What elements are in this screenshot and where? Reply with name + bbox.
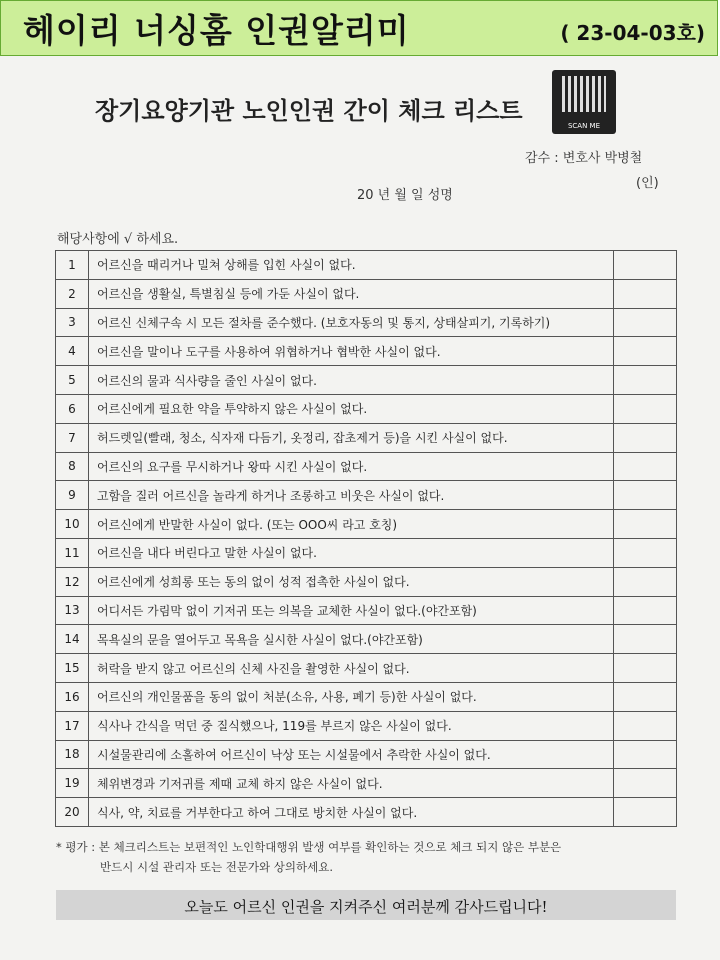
- item-text: 어디서든 가림막 없이 기저귀 또는 의복을 교체한 사실이 없다.(야간포함): [89, 596, 614, 625]
- item-number: 4: [56, 337, 89, 366]
- item-number: 16: [56, 682, 89, 711]
- item-number: 5: [56, 366, 89, 395]
- checklist-row: [56, 481, 677, 510]
- item-text: 허드렛일(빨래, 청소, 식자재 다듬기, 옷정리, 잡초제거 등)을 시킨 사실이 없다.: [89, 423, 614, 452]
- item-text: 식사나 간식을 먹던 중 질식했으나, 119를 부르지 않은 사실이 없다.: [89, 711, 614, 740]
- qr-label: SCAN ME: [567, 122, 601, 130]
- evaluation-note: [56, 837, 676, 877]
- check-box[interactable]: [614, 251, 677, 280]
- item-text: 어르신의 요구를 무시하거나 왕따 시킨 사실이 없다.: [89, 452, 614, 481]
- checklist-row: [56, 798, 677, 827]
- check-box[interactable]: [614, 625, 677, 654]
- item-number: 15: [56, 654, 89, 683]
- item-number: 9: [56, 481, 89, 510]
- check-box[interactable]: [614, 711, 677, 740]
- item-text: 시설물관리에 소홀하여 어르신이 낙상 또는 시설물에서 추락한 사실이 없다.: [89, 740, 614, 769]
- item-text: 어르신의 물과 식사량을 줄인 사실이 없다.: [89, 366, 614, 395]
- item-number: 18: [56, 740, 89, 769]
- seal-mark: (인): [636, 176, 659, 191]
- item-number: 2: [56, 279, 89, 308]
- check-box[interactable]: [614, 279, 677, 308]
- thanks-message: 오늘도 어르신 인권을 지켜주신 여러분께 감사드립니다!: [184, 898, 548, 916]
- check-box[interactable]: [614, 337, 677, 366]
- check-box[interactable]: [614, 510, 677, 539]
- check-box[interactable]: [614, 452, 677, 481]
- item-number: 10: [56, 510, 89, 539]
- checklist-row: [56, 251, 677, 280]
- item-number: 11: [56, 538, 89, 567]
- qr-pattern: [562, 76, 606, 112]
- item-text: 어르신을 때리거나 밀쳐 상해를 입힌 사실이 없다.: [89, 251, 614, 280]
- check-box[interactable]: [614, 538, 677, 567]
- date-signature-line: 20 년 월 일 성명: [357, 188, 453, 203]
- item-number: 20: [56, 798, 89, 827]
- item-number: 1: [56, 251, 89, 280]
- checklist-row: [56, 279, 677, 308]
- item-text: 허락을 받지 않고 어르신의 신체 사진을 촬영한 사실이 없다.: [89, 654, 614, 683]
- checklist-row: [56, 769, 677, 798]
- item-text: 어르신을 생활실, 특별침실 등에 가둔 사실이 없다.: [89, 279, 614, 308]
- document-title: 장기요양기관 노인인권 간이 체크 리스트: [95, 97, 523, 125]
- item-text: 어르신의 개인물품을 동의 없이 처분(소유, 사용, 폐기 등)한 사실이 없다.: [89, 682, 614, 711]
- item-number: 8: [56, 452, 89, 481]
- item-text: 어르신에게 필요한 약을 투약하지 않은 사실이 없다.: [89, 394, 614, 423]
- item-number: 12: [56, 567, 89, 596]
- item-text: 체위변경과 기저귀를 제때 교체 하지 않은 사실이 없다.: [89, 769, 614, 798]
- banner-title: 헤이리 너싱홈 인권알리미: [23, 11, 410, 50]
- item-number: 17: [56, 711, 89, 740]
- checklist-row: [56, 423, 677, 452]
- banner: [0, 0, 718, 56]
- checklist-row: [56, 654, 677, 683]
- issue-number: ( 23-04-03호): [560, 21, 705, 45]
- checklist-row: [56, 337, 677, 366]
- checklist-table: [55, 250, 677, 827]
- check-box[interactable]: [614, 769, 677, 798]
- item-text: 식사, 약, 치료를 거부한다고 하여 그대로 방치한 사실이 없다.: [89, 798, 614, 827]
- item-number: 14: [56, 625, 89, 654]
- item-text: 어르신 신체구속 시 모든 절차를 준수했다. (보호자동의 및 통지, 상태살피기, 기록하기): [89, 308, 614, 337]
- checklist-row: [56, 538, 677, 567]
- check-box[interactable]: [614, 567, 677, 596]
- checklist-paper: [0, 56, 720, 960]
- qr-code-icon[interactable]: [552, 70, 616, 134]
- check-box[interactable]: [614, 682, 677, 711]
- checklist-row: [56, 452, 677, 481]
- check-box[interactable]: [614, 481, 677, 510]
- note-line-2: 반드시 시설 관리자 또는 전문가와 상의하세요.: [100, 860, 334, 874]
- checklist-row: [56, 740, 677, 769]
- item-text: 어르신을 말이나 도구를 사용하여 위협하거나 협박한 사실이 없다.: [89, 337, 614, 366]
- check-box[interactable]: [614, 394, 677, 423]
- item-number: 3: [56, 308, 89, 337]
- instruction-text: 해당사항에 √ 하세요.: [57, 232, 179, 247]
- thanks-bar: [56, 890, 676, 920]
- item-text: 어르신에게 성희롱 또는 동의 없이 성적 접촉한 사실이 없다.: [89, 567, 614, 596]
- note-line-1: * 평가 : 본 체크리스트는 보편적인 노인학대행위 발생 여부를 확인하는 것으로 체크 되지 않은 부분은: [56, 840, 562, 854]
- item-number: 13: [56, 596, 89, 625]
- item-text: 어르신에게 반말한 사실이 없다. (또는 OOO씨 라고 호칭): [89, 510, 614, 539]
- checklist-row: [56, 625, 677, 654]
- check-box[interactable]: [614, 740, 677, 769]
- checklist-row: [56, 567, 677, 596]
- item-text: 목욕실의 문을 열어두고 목욕을 실시한 사실이 없다.(야간포함): [89, 625, 614, 654]
- item-text: 어르신을 내다 버린다고 말한 사실이 없다.: [89, 538, 614, 567]
- check-box[interactable]: [614, 654, 677, 683]
- checklist-row: [56, 308, 677, 337]
- item-text: 고함을 질러 어르신을 놀라게 하거나 조롱하고 비웃은 사실이 없다.: [89, 481, 614, 510]
- checklist-row: [56, 510, 677, 539]
- checklist-row: [56, 711, 677, 740]
- checklist-row: [56, 366, 677, 395]
- check-box[interactable]: [614, 798, 677, 827]
- supervisor-line: 감수 : 변호사 박병철: [525, 151, 643, 166]
- check-box[interactable]: [614, 308, 677, 337]
- check-box[interactable]: [614, 423, 677, 452]
- checklist-row: [56, 394, 677, 423]
- checklist-row: [56, 682, 677, 711]
- check-box[interactable]: [614, 596, 677, 625]
- item-number: 6: [56, 394, 89, 423]
- check-box[interactable]: [614, 366, 677, 395]
- item-number: 7: [56, 423, 89, 452]
- item-number: 19: [56, 769, 89, 798]
- checklist-row: [56, 596, 677, 625]
